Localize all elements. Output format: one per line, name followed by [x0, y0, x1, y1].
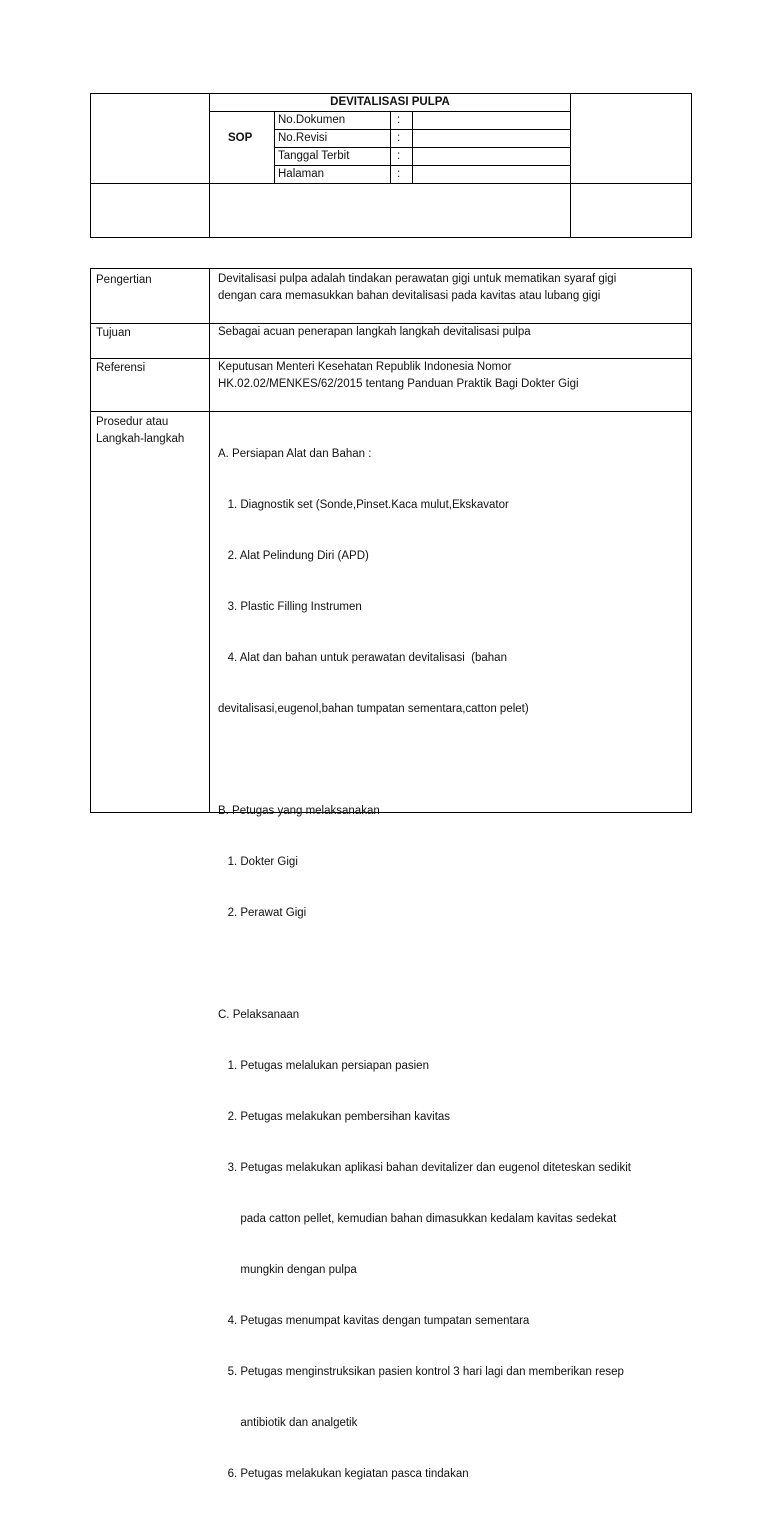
referensi-line: HK.02.02/MENKES/62/2015 tentang Panduan Praktik Bagi Dokter Gigi	[218, 378, 579, 390]
meta-sep: :	[397, 132, 401, 144]
prosedur-blank	[218, 956, 631, 973]
meta-label-halaman: Halaman	[278, 168, 325, 180]
row-label-tujuan: Tujuan	[96, 327, 131, 339]
meta-sep: :	[397, 150, 401, 162]
referensi-line: Keputusan Menteri Kesehatan Republik Indonesia Nomor	[218, 361, 512, 373]
prosedur-item: 1. Petugas melalukan persiapan pasien	[218, 1060, 429, 1072]
prosedur-item: 4. Petugas menumpat kavitas dengan tumpatan sementara	[218, 1315, 530, 1327]
prosedur-item: antibiotik dan analgetik	[218, 1417, 358, 1429]
pengertian-line: dengan cara memasukkan bahan devitalisasi pada kavitas atau lubang gigi	[218, 290, 601, 302]
sop-label: SOP	[228, 132, 253, 144]
prosedur-item: 1. Dokter Gigi	[218, 856, 298, 868]
prosedur-item: 4. Alat dan bahan untuk perawatan devitalisasi (bahan	[218, 652, 507, 664]
pengertian-text	[218, 271, 616, 305]
prosedur-label-line: Prosedur atau	[96, 416, 169, 428]
sop-content-table	[90, 268, 692, 1480]
prosedur-item: 3. Petugas melakukan aplikasi bahan devitalizer dan eugenol diteteskan sedikit	[218, 1162, 631, 1174]
prosedur-item: 2. Petugas melakukan pembersihan kavitas	[218, 1111, 451, 1123]
row-label-referensi: Referensi	[96, 362, 146, 374]
prosedur-heading-b: B. Petugas yang melaksanakan	[218, 805, 380, 817]
prosedur-item: mungkin dengan pulpa	[218, 1264, 357, 1276]
meta-label-no-revisi: No.Revisi	[278, 132, 328, 144]
prosedur-text	[218, 412, 631, 1517]
prosedur-item: pada catton pellet, kemudian bahan dimasukkan kedalam kavitas sedekat	[218, 1213, 617, 1225]
prosedur-item: 5. Petugas menginstruksikan pasien kontrol 3 hari lagi dan memberikan resep	[218, 1366, 624, 1378]
meta-sep: :	[397, 114, 401, 126]
prosedur-blank	[218, 752, 631, 769]
prosedur-item: 1. Diagnostik set (Sonde,Pinset.Kaca mulut,Ekskavator	[218, 499, 509, 511]
prosedur-item: 2. Alat Pelindung Diri (APD)	[218, 550, 369, 562]
row-label-pengertian: Pengertian	[96, 274, 152, 286]
tujuan-line: Sebagai acuan penerapan langkah langkah devitalisasi pulpa	[218, 326, 531, 338]
prosedur-item: devitalisasi,eugenol,bahan tumpatan sementara,catton pelet)	[218, 703, 529, 715]
row-label-prosedur	[96, 414, 184, 448]
tujuan-text	[218, 324, 531, 341]
prosedur-item: 3. Plastic Filling Instrumen	[218, 601, 362, 613]
meta-label-tanggal-terbit: Tanggal Terbit	[278, 150, 350, 162]
meta-sep: :	[397, 168, 401, 180]
prosedur-heading-a: A. Persiapan Alat dan Bahan :	[218, 448, 372, 460]
prosedur-label-line: Langkah-langkah	[96, 433, 185, 445]
pengertian-line: Devitalisasi pulpa adalah tindakan perawatan gigi untuk mematikan syaraf gigi	[218, 273, 617, 285]
referensi-text	[218, 359, 579, 393]
header-table	[90, 93, 692, 238]
prosedur-item: 2. Perawat Gigi	[218, 907, 307, 919]
prosedur-item: 6. Petugas melakukan kegiatan pasca tindakan	[218, 1468, 469, 1480]
prosedur-heading-c: C. Pelaksanaan	[218, 1009, 300, 1021]
document-title: DEVITALISASI PULPA	[330, 96, 450, 108]
meta-label-no-dokumen: No.Dokumen	[278, 114, 346, 126]
